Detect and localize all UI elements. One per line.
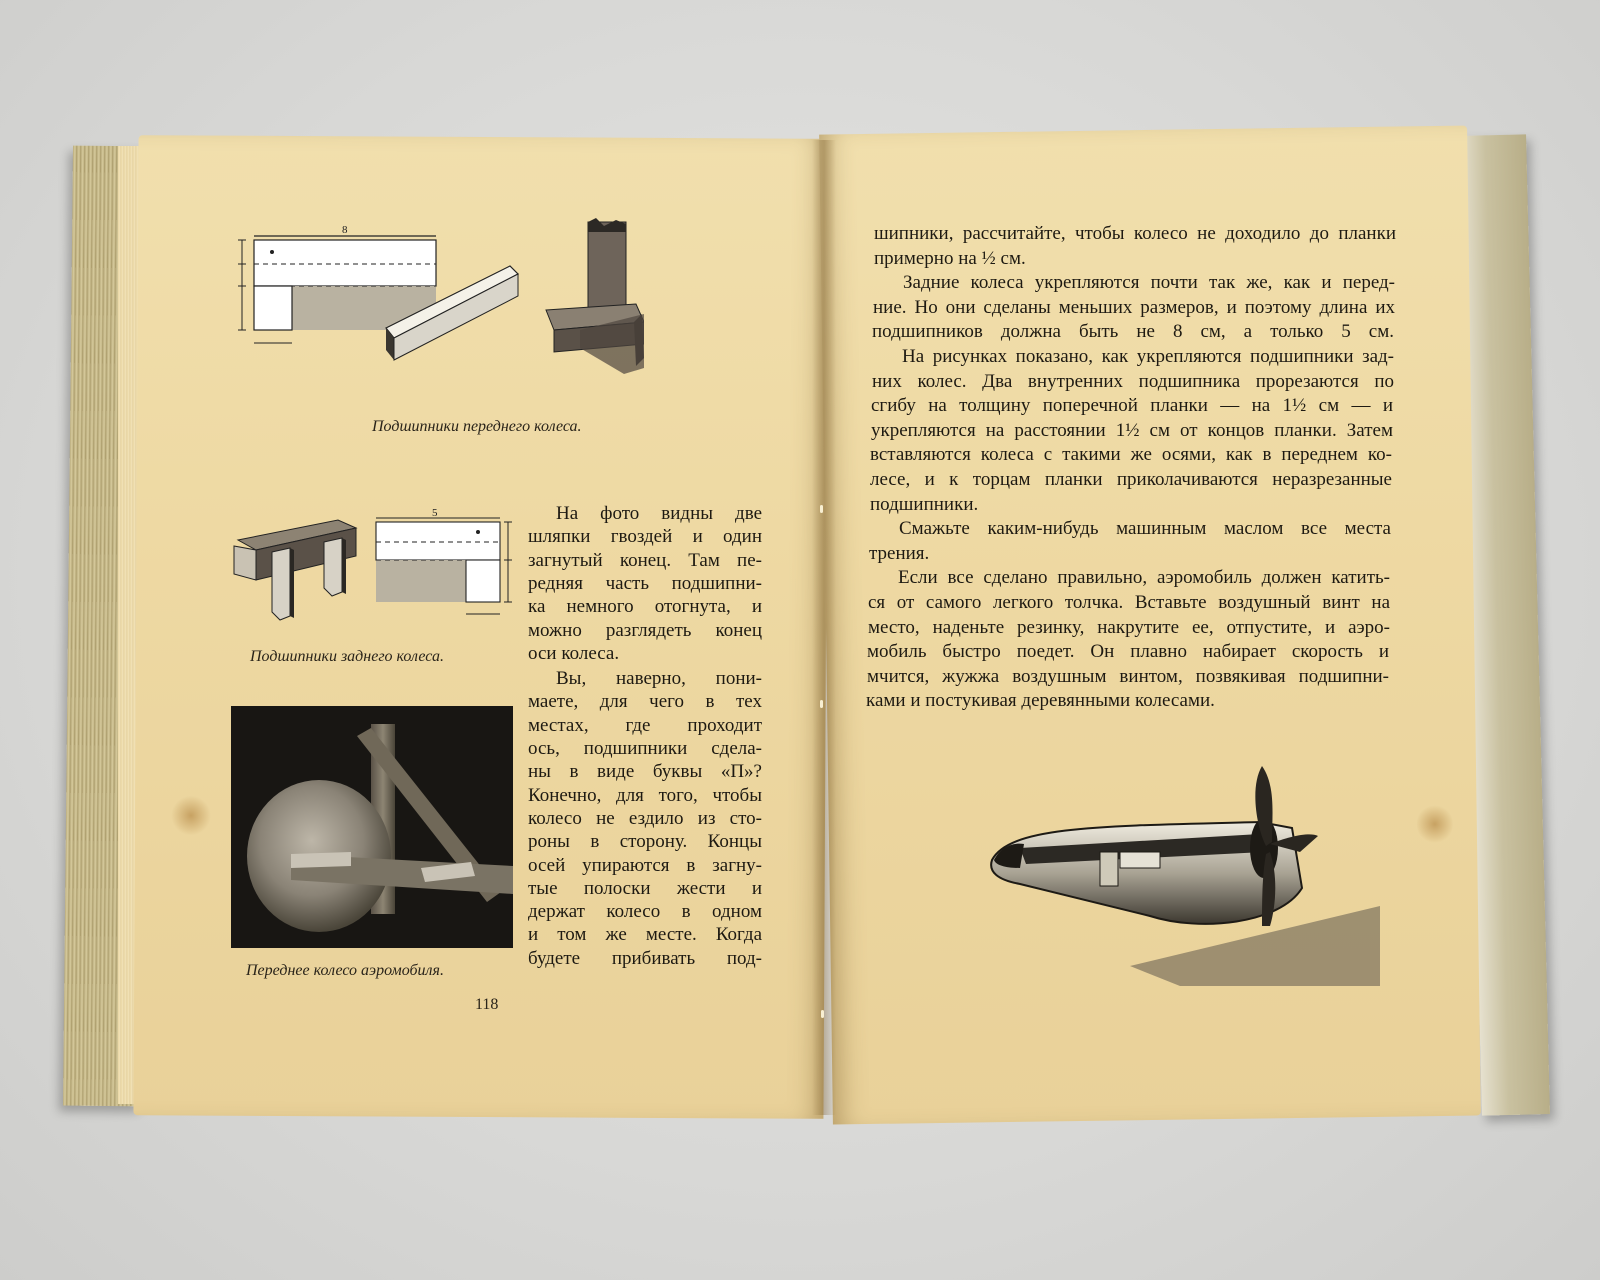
- right-text-line: Если все сделано правильно, аэромобиль должен катить-: [898, 567, 1390, 589]
- left-text-line: осей упираются в загну-: [528, 854, 762, 876]
- right-text-line: На рисунках показано, как укрепляются подшипники зад-: [902, 346, 1394, 367]
- right-text-line: них колес. Два внутренних подшипника прорезаются по: [872, 370, 1394, 392]
- aeromobile-illustration: [980, 756, 1380, 986]
- left-text-line: тые полоски жести и: [528, 877, 762, 899]
- stitch-hole: [820, 505, 823, 513]
- left-text-line: маете, для чего в тех: [528, 691, 762, 713]
- right-text-line: место, наденьте резинку, накрутите ее, отпустите, и аэро-: [868, 616, 1390, 638]
- left-text-line: местах, где проходит: [528, 714, 762, 736]
- left-text-line: Конечно, для того, чтобы: [528, 784, 762, 806]
- right-text-line: подшипников должна быть не 8 см, а только 5 см.: [872, 321, 1394, 343]
- right-text-line: ками и постукивая деревянными колесами.: [866, 690, 1215, 712]
- left-text-line: редняя часть подшипни-: [528, 572, 762, 594]
- right-text-line: Смажьте каким-нибудь машинным маслом все места: [899, 518, 1391, 540]
- rear-bearing-diagram: [228, 508, 524, 630]
- left-text-line: роны в сторону. Концы: [528, 831, 762, 853]
- left-text-line: ны в виде буквы «П»?: [528, 761, 762, 783]
- left-text-line: ось, подшипники сдела-: [528, 738, 762, 759]
- dimension-label-5: 5: [432, 508, 438, 519]
- right-text-line: мобиль быстро поедет. Он плавно набирает скорость и: [867, 641, 1389, 663]
- left-text-line: держат колесо в одном: [528, 901, 762, 923]
- left-text-line: Вы, наверно, пони-: [556, 668, 762, 690]
- right-text-line: шипники, рассчитайте, чтобы колесо не доходило до планки: [874, 223, 1396, 244]
- stain-mark: [171, 795, 211, 835]
- left-text-line: шляпки гвоздей и один: [528, 526, 762, 548]
- stitch-hole: [821, 1010, 824, 1018]
- right-text-line: вставляются колеса с такими же осями, как в переднем ко-: [870, 444, 1392, 466]
- right-text-line: Задние колеса укрепляются почти так же, как и перед-: [903, 272, 1395, 294]
- left-text-line: ка немного отогнута, и: [528, 596, 762, 618]
- right-text-line: подшипники.: [870, 493, 979, 515]
- figure-2-caption: Подшипники заднего колеса.: [250, 648, 444, 665]
- right-text-line: мчится, жужжа воздушным винтом, позвякивая подшипни-: [867, 665, 1389, 687]
- right-text-line: укрепляются на расстоянии 1½ см от концов планки. Затем: [871, 419, 1393, 441]
- left-text-line: загнутый конец. Там пе-: [528, 549, 762, 571]
- right-text-line: ся от самого легкого толчка. Вставьте воздушный винт на: [868, 592, 1390, 613]
- left-text-line: оси колеса.: [528, 642, 620, 664]
- left-text-line: можно разглядеть конец: [528, 619, 762, 641]
- right-text-line: трения.: [869, 542, 930, 564]
- dimension-label-8: 8: [342, 224, 348, 236]
- stain-mark: [1417, 804, 1454, 844]
- right-text-line: ние. Но они сделаны меньших размеров, и поэтому длина их: [873, 296, 1395, 318]
- left-text-line: будете прибивать под-: [528, 947, 762, 969]
- figure-1-caption: Подшипники переднего колеса.: [372, 418, 582, 435]
- right-text-line: примерно на ½ см.: [874, 247, 1026, 269]
- front-wheel-photo: [231, 706, 513, 948]
- front-bearing-diagram: [224, 218, 644, 398]
- page-number: 118: [475, 996, 499, 1013]
- right-text-line: лесе, и к торцам планки приколачиваются неразрезанные: [870, 469, 1392, 490]
- stitch-hole: [820, 700, 823, 708]
- left-text-line: На фото видны две: [556, 503, 762, 524]
- figure-3-caption: Переднее колесо аэромобиля.: [246, 962, 444, 979]
- left-text-line: и том же месте. Когда: [528, 924, 762, 946]
- right-text-line: сгибу на толщину поперечной планки — на 1½ см — и: [871, 395, 1393, 417]
- book-gutter: [812, 140, 836, 1115]
- left-text-line: колесо не ездило из сто-: [528, 807, 762, 829]
